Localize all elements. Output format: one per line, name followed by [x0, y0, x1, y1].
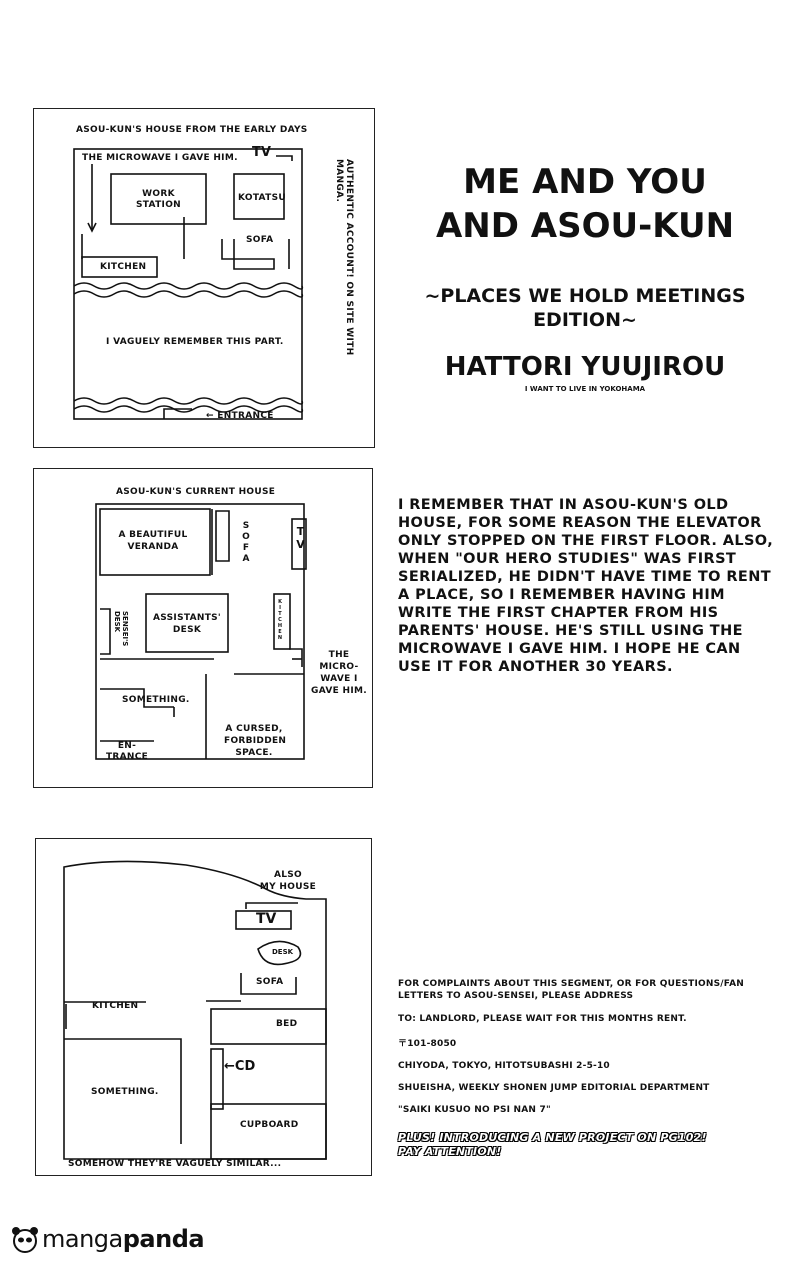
something-label: SOMETHING. [122, 695, 190, 705]
panel-my-house [35, 838, 372, 1176]
story-line: WRITE THE FIRST CHAPTER FROM HIS [398, 605, 719, 621]
entrance-text: ENTRANCE [217, 411, 274, 421]
panel-heading: ASOU-KUN'S CURRENT HOUSE [116, 487, 276, 497]
panda-icon [8, 1224, 42, 1254]
microwave-line2: WAVE I [320, 674, 358, 684]
work-station-line1: WORK [142, 189, 175, 199]
entrance-line2: TRANCE [105, 752, 149, 762]
info-block [398, 978, 793, 1159]
microwave-line3: GAVE HIM. [311, 686, 367, 696]
vague-memory-label: I VAGUELY REMEMBER THIS PART. [106, 337, 284, 347]
sofa-label: SOFA [241, 521, 251, 565]
work-station-line2: STATION [136, 200, 181, 210]
story-line: ONLY STOPPED ON THE FIRST FLOOR. ALSO, [398, 533, 774, 549]
microwave-line1: THE MICRO- [319, 650, 359, 672]
entrance-line1: EN- [117, 741, 137, 751]
sofa-label: SOFA [256, 977, 284, 987]
logo-manga: manga [42, 1225, 123, 1253]
story-line: I REMEMBER THAT IN ASOU-KUN'S OLD [398, 497, 729, 513]
entrance-label [104, 741, 150, 763]
info-line: SHUEISHA, WEEKLY SHONEN JUMP EDITORIAL DEPARTMENT [398, 1083, 710, 1093]
plus-announcement-line1: PLUS! INTRODUCING A NEW PROJECT ON PG102! [398, 1131, 707, 1144]
logo-panda: panda [122, 1225, 205, 1253]
story-line: WHEN "OUR HERO STUDIES" WAS FIRST [398, 551, 737, 567]
story-text [398, 496, 788, 676]
title-line1: ME AND YOU [463, 162, 707, 202]
story-line: HOUSE, FOR SOME REASON THE ELEVATOR [398, 515, 762, 531]
cd-text: CD [234, 1059, 256, 1074]
story-line: MICROWAVE I GAVE HIM. I HOPE HE CAN [398, 641, 741, 657]
veranda-line2: VERANDA [127, 542, 179, 552]
also-my-house-label [258, 869, 318, 893]
veranda-line1: A BEAUTIFUL [118, 530, 188, 540]
kotatsu-label: KOTATSU [238, 193, 286, 203]
floorplan-my-house [36, 839, 371, 1175]
side-note: AUTHENTIC ACCOUNT! ON SITE WITH MANGA. [334, 159, 354, 356]
story-line: SERIALIZED, HE DIDN'T HAVE TIME TO RENT [398, 569, 772, 585]
tv-label: TV [252, 145, 271, 160]
kitchen-small-label: KITCHEN [277, 599, 283, 641]
info-line: "SAIKI KUSUO NO PSI NAN 7" [398, 1105, 551, 1115]
mangapanda-logo [8, 1222, 204, 1256]
subtitle-line1: ~PLACES WE HOLD MEETINGS [424, 285, 746, 307]
desk-label: DESK [272, 948, 294, 956]
tv-label: TV [256, 911, 277, 927]
also-line2: MY HOUSE [259, 882, 317, 892]
cupboard-label: CUPBOARD [240, 1120, 299, 1130]
assistants-line1: ASSISTANTS' [153, 613, 221, 623]
author-note: I WANT TO LIVE IN YOKOHAMA [524, 385, 646, 393]
tv-label: TV [294, 525, 307, 551]
bed-label: BED [276, 1019, 298, 1029]
kitchen-label: KITCHEN [92, 1001, 139, 1011]
info-line: TO: LANDLORD, PLEASE WAIT FOR THIS MONTHS RENT. [398, 1014, 687, 1024]
info-line: 〒101-8050 [398, 1039, 457, 1049]
also-line1: ALSO [273, 870, 303, 880]
assistants-line2: DESK [172, 625, 202, 635]
something-label: SOMETHING. [91, 1087, 159, 1097]
sofa-label: SOFA [246, 235, 274, 245]
title-block [400, 160, 770, 394]
cursed-line2: FORBIDDEN [224, 736, 287, 746]
info-line: LETTERS TO ASOU-SENSEI, PLEASE ADDRESS [398, 991, 634, 1001]
cursed-line3: SPACE. [235, 748, 273, 758]
cursed-line1: A CURSED, [225, 724, 283, 734]
assistants-desk-label [152, 612, 222, 636]
veranda-label [118, 529, 188, 553]
panel-early-house [33, 108, 375, 448]
story-line: USE IT FOR ANOTHER 30 YEARS. [398, 659, 673, 675]
story-line: PARENTS' HOUSE. HE'S STILL USING THE [398, 623, 743, 639]
subtitle-line2: EDITION~ [533, 309, 637, 331]
plus-announcement-line2: PAY ATTENTION! [398, 1145, 502, 1158]
info-line: FOR COMPLAINTS ABOUT THIS SEGMENT, OR FOR QUESTIONS/FAN [398, 979, 744, 989]
author-name: HATTORI YUUJIROU [444, 352, 726, 382]
entrance-label: ← ENTRANCE [206, 411, 274, 421]
cd-label: ←CD [224, 1059, 256, 1074]
work-station-label [136, 189, 181, 211]
kitchen-label: KITCHEN [100, 262, 147, 272]
info-line: CHIYODA, TOKYO, HITOTSUBASHI 2-5-10 [398, 1061, 610, 1071]
microwave-label [308, 649, 370, 697]
story-line: A PLACE, SO I REMEMBER HAVING HIM [398, 587, 725, 603]
title-line2: AND ASOU-KUN [435, 206, 735, 246]
panel-caption: SOMEHOW THEY'RE VAGUELY SIMILAR... [68, 1159, 282, 1169]
panel-heading: ASOU-KUN'S HOUSE FROM THE EARLY DAYS [76, 125, 308, 135]
senseis-desk-label: SENSEI'S DESK [113, 611, 129, 647]
panel-current-house [33, 468, 373, 788]
cursed-space-label [224, 723, 287, 759]
microwave-label: THE MICROWAVE I GAVE HIM. [82, 153, 238, 163]
